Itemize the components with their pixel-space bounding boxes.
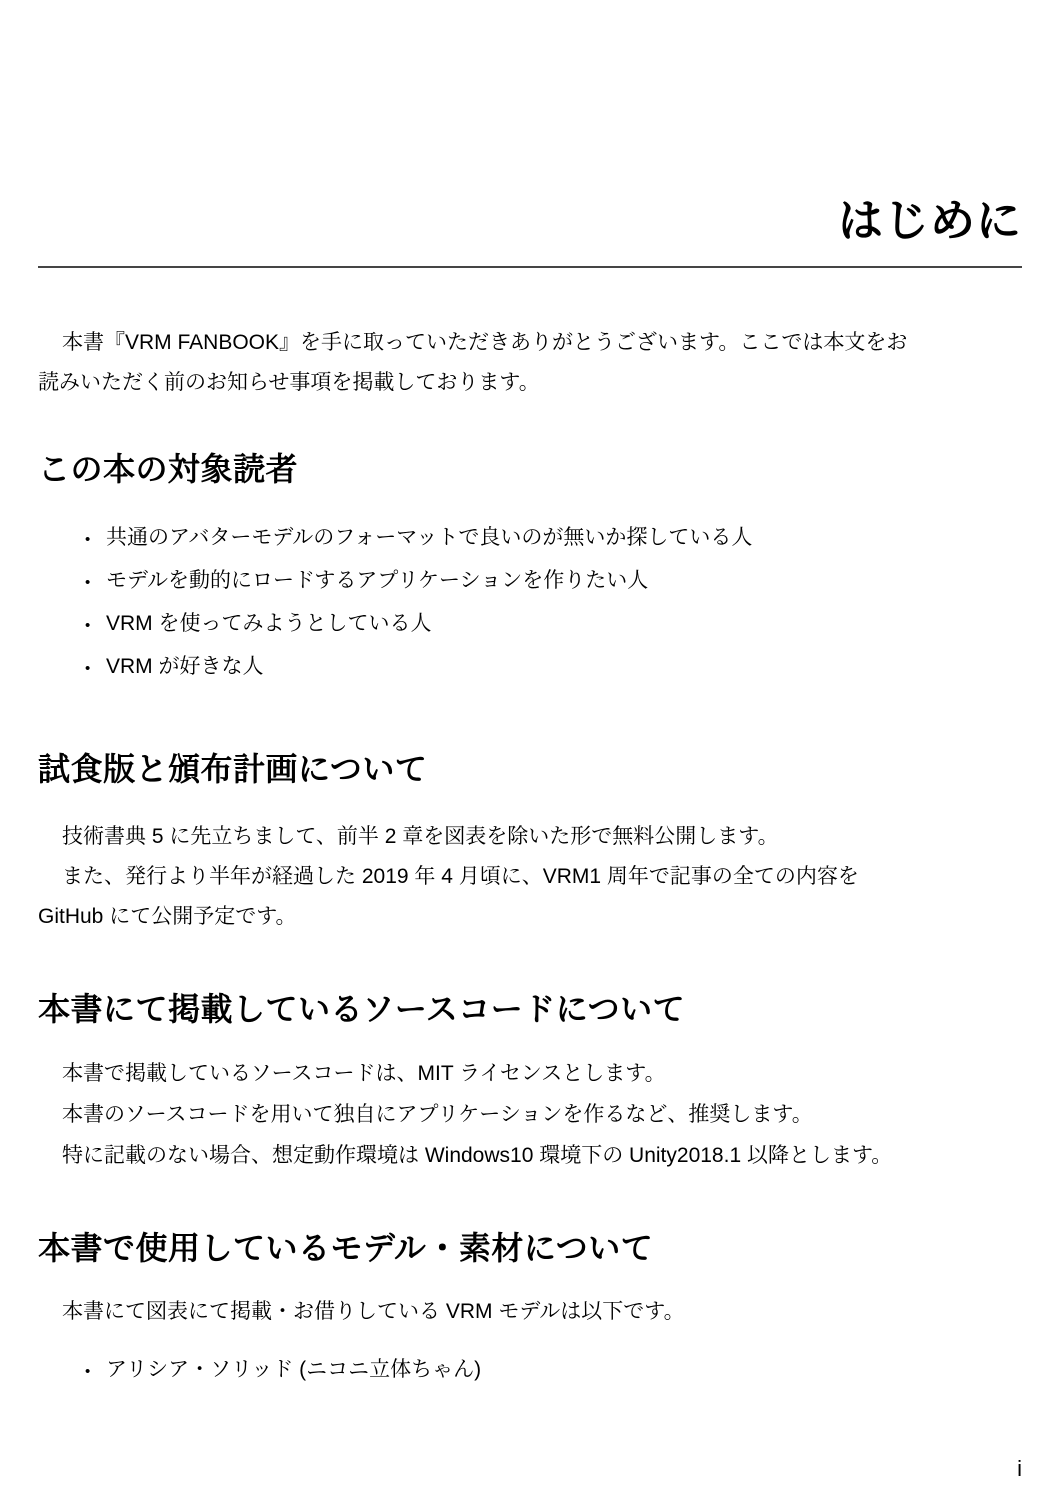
list-item bbox=[85, 603, 752, 646]
page-number: i bbox=[1017, 1456, 1022, 1481]
paragraph-line: また、発行より半年が経過した 2019 年 4 月頃に、VRM1 周年で記事の全ての内容を bbox=[62, 865, 859, 888]
list-item-text: VRM が好きな人 bbox=[106, 655, 264, 678]
models-list bbox=[85, 1350, 481, 1392]
bullet-icon: • bbox=[85, 660, 91, 677]
paragraph-line: 本書のソースコードを用いて独自にアプリケーションを作るなど、推奨します。 bbox=[62, 1103, 813, 1126]
models-materials-paragraph bbox=[38, 1292, 685, 1332]
list-item-text: モデルを動的にロードするアプリケーションを作りたい人 bbox=[106, 569, 649, 592]
paragraph-line: 技術書典 5 に先立ちまして、前半 2 章を図表を除いた形で無料公開します。 bbox=[62, 825, 779, 848]
list-item bbox=[85, 1350, 481, 1392]
section-heading-source-code: 本書にて掲載しているソースコードについて bbox=[38, 991, 686, 1027]
list-item-text: 共通のアバターモデルのフォーマットで良いのが無いか探している人 bbox=[106, 526, 753, 549]
paragraph-line: 本書で掲載しているソースコードは、MIT ライセンスとします。 bbox=[62, 1062, 666, 1085]
bullet-icon: • bbox=[85, 531, 91, 548]
section-heading-preview-distribution: 試食版と頒布計画について bbox=[38, 751, 428, 787]
title-divider bbox=[38, 266, 1022, 268]
paragraph-line: 本書にて図表にて掲載・お借りしている VRM モデルは以下です。 bbox=[62, 1300, 685, 1323]
list-item bbox=[85, 646, 752, 689]
intro-paragraph bbox=[38, 323, 907, 403]
paragraph-line: GitHub にて公開予定です。 bbox=[38, 905, 297, 928]
target-readers-list bbox=[85, 517, 752, 689]
bullet-icon: • bbox=[85, 1363, 91, 1380]
source-code-paragraph bbox=[38, 1053, 892, 1176]
list-item bbox=[85, 560, 752, 603]
paragraph-line: 特に記載のない場合、想定動作環境は Windows10 環境下の Unity2018.1 以降とします。 bbox=[62, 1144, 893, 1167]
section-heading-target-readers: この本の対象読者 bbox=[38, 451, 299, 487]
list-item bbox=[85, 517, 752, 560]
section-heading-models-materials: 本書で使用しているモデル・素材について bbox=[38, 1230, 654, 1266]
page-title: はじめに bbox=[837, 195, 1022, 246]
intro-line-2: 読みいただく前のお知らせ事項を掲載しております。 bbox=[38, 371, 540, 394]
bullet-icon: • bbox=[85, 574, 91, 591]
list-item-text: アリシア・ソリッド (ニコニ立体ちゃん) bbox=[106, 1358, 482, 1381]
list-item-text: VRM を使ってみようとしている人 bbox=[106, 612, 432, 635]
preview-distribution-paragraph bbox=[38, 817, 859, 937]
intro-line-1: 本書『VRM FANBOOK』を手に取っていただきありがとうございます。ここでは本文をお bbox=[62, 331, 908, 354]
bullet-icon: • bbox=[85, 617, 91, 634]
